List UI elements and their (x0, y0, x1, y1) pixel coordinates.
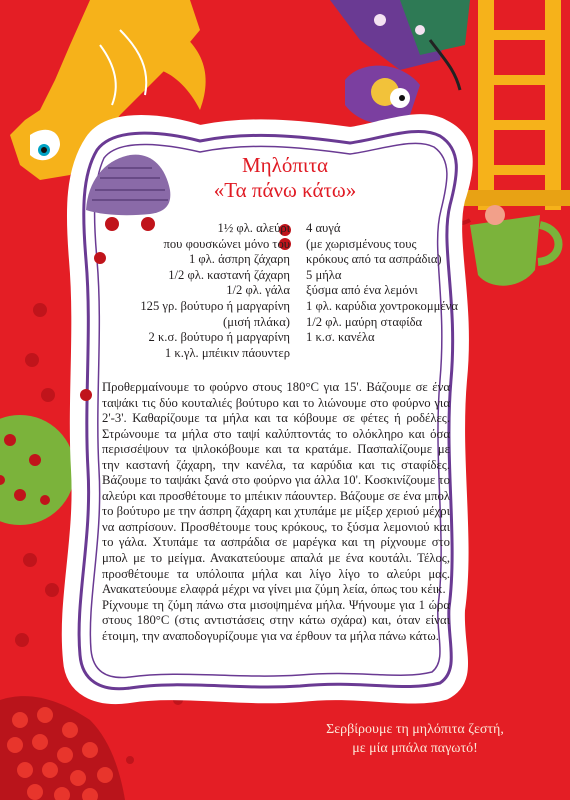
serving-note-line: με μία μπάλα παγωτό! (352, 741, 478, 756)
serving-note (285, 720, 545, 758)
ingredient-item: κρόκους από τα ασπράδια) (306, 252, 442, 267)
ingredient-item: που φουσκώνει μόνο του (163, 236, 290, 251)
ingredient-item: 5 μήλα (306, 267, 342, 282)
ingredient-item: (με χωρισμένους τους (306, 236, 417, 251)
ingredient-item: 1½ φλ. αλεύρι (217, 221, 290, 235)
ingredient-item: 1/2 φλ. μαύρη σταφίδα (306, 314, 423, 329)
ingredient-item: 4 αυγά (306, 221, 341, 235)
ingredient-item: 125 γρ. βούτυρο ή μαργαρίνη (140, 298, 290, 313)
ingredient-item: 1/2 φλ. καστανή ζάχαρη (168, 267, 290, 282)
ingredient-item: 2 κ.σ. βούτυρο ή μαργαρίνη (148, 330, 290, 345)
ingredient-item: (μισή πλάκα) (223, 314, 290, 329)
serving-note-line: Σερβίρουμε τη μηλόπιτα ζεστή, (326, 722, 504, 737)
method-paragraph: Προθερμαίνουμε το φούρνο στους 180°C για 15'. Βάζουμε σε ένα ταψάκι τις δύο κουταλιές βούτυρο και το λιώνουμε στο φούρνο για 2'-3'. Καθαρίζουμε τα μήλα και τα κόβουμε σε φέτες ή ροδέλες. Στρώνουμε τα μήλα στο ταψί καλύπτοντάς το ολόκληρο και όσα περισσέψουν τα ψιλοκόβουμε και τα κρατάμε. Πασπαλίζουμε με την καστανή ζάχαρη, την κανέλα, τα καρύδια και τις σταφίδες. Βάζουμε το ταψάκι ξανά στο φούρνο για άλλα 10'. Κοσκινίζουμε το αλεύρι και προσθέτουμε το μπέικιν πάουντερ. Βάζουμε σε ένα μπολ το βούτυρο με την άσπρη ζάχαρη και χτυπάμε με μίξερ χεριού μέχρι να ασπρίσουν. Προσθέτουμε τους κρόκους, το ξύσμα λεμονιού και το γάλα. Χτυπάμε τα ασπράδια σε μαρέγκα και τη ρίχνουμε στο μπολ με το μείγμα. Ανακατεύουμε απαλά με ένα κουτάλι. Τέλος, προσθέτουμε τα υπόλοιπα μήλα και λίγο λίγο το αλεύρι μας. Ανακατεύουμε ελαφρά μέχρι να γίνει μια ζύμη λεία, όπως του κέικ. (102, 380, 450, 597)
ingredient-item: 1 φλ. καρύδια χοντροκομμένα (306, 298, 458, 313)
recipe-subtitle: «Τα πάνω κάτω» (213, 178, 357, 202)
ingredients-left-column (118, 221, 290, 361)
ingredient-item: 1 κ.σ. κανέλα (306, 330, 375, 345)
apple-icon (80, 252, 106, 401)
recipe-method (102, 380, 450, 644)
ingredient-item: 1 κ.γλ. μπέικιν πάουντερ (164, 345, 290, 360)
ingredients-right-column (306, 221, 458, 346)
ingredient-item: ξύσμα από ένα λεμόνι (306, 283, 418, 298)
method-paragraph: Ρίχνουμε τη ζύμη πάνω στα μισοψημένα μήλα. Ψήνουμε για 1 ώρα στους 180°C (στις αντιστάσεις στην κάτω σχάρα) και, όταν είναι έτοιμη, την αναποδογυρίζουμε για να έρθουν τα μήλα πάνω κάτω. (102, 597, 450, 643)
ingredient-item: 1 φλ. άσπρη ζάχαρη (188, 252, 290, 267)
ingredient-item: 1/2 φλ. γάλα (226, 283, 290, 298)
recipe-title: Μηλόπιτα (241, 153, 329, 177)
